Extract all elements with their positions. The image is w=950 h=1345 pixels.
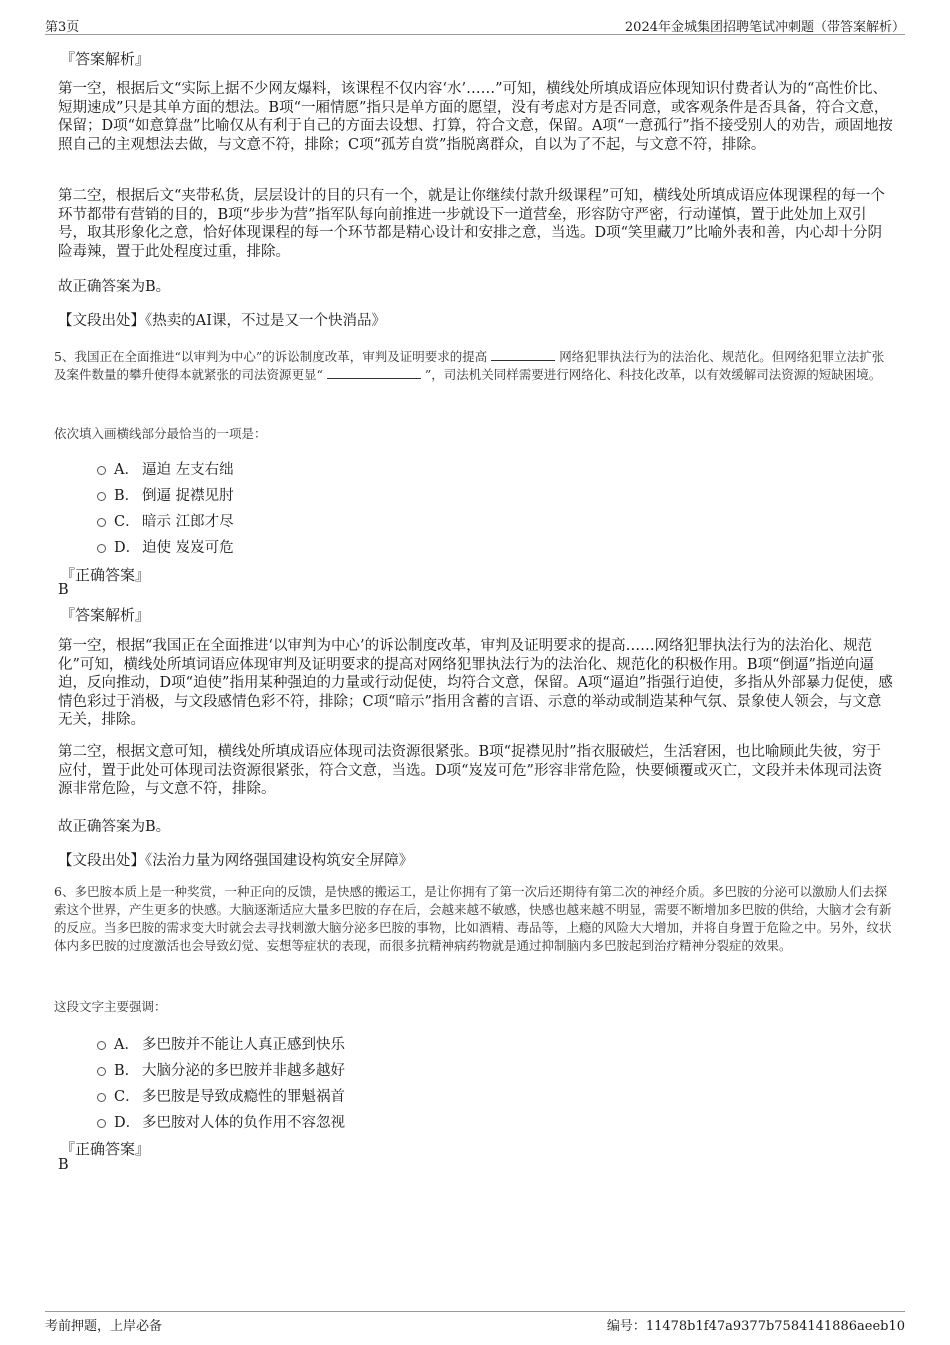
q6-option-b[interactable]: B． 大脑分泌的多巴胺并非越多越好 [97,1059,345,1079]
radio-icon[interactable] [97,1093,106,1102]
radio-icon[interactable] [97,492,106,501]
q5-analysis-para1: 第一空，根据“我国正在全面推进‘以审判为中心’的诉讼制度改革，审判及证明要求的提高……网络犯罪执法行为的法治化、规范化”可知，横线处所填词语应体现审判及证明要求的提高对网络犯罪执法行为的法治化、规范化的积极作用。B项“倒逼”指逆向逼迫，反向推动，D项“迫使”指用某种强迫的力量或行动促使，均符合文意，保留。A项“逼迫”指强行迫使，多指从外部暴力促使，感情色彩过于消极，与文段感情色彩不符，排除；C项“暗示”指用含蓄的言语、示意的举动或制造某种气氛、景象使人领会，与文意无关，排除。 [58,638,893,728]
q6-ask: 这段文字主要强调： [54,999,167,1014]
q5-stem-part-b: 网络犯罪执法行为的法治化、规范化。但网络犯罪立法扩张及案件数量的攀升使得本就紧张的司法资源更显“ [54,349,885,382]
q5-analysis-para2: 第二空，根据文意可知，横线处所填成语应体现司法资源很紧张。B项“捉襟见肘”指衣服破烂，生活窘困，也比喻顾此失彼，穷于应付，置于此处可体现司法资源很紧张，符合文意，当选。D项“岌岌可危”形容非常危险，快要倾覆或灭亡，文段并未体现司法资源非常危险，与文意不符，排除。 [58,744,882,797]
page-number: 第3页 [45,20,80,35]
q6-option-c[interactable]: C． 多巴胺是导致成瘾性的罪魁祸首 [97,1085,345,1105]
q4-analysis-para2: 第二空，根据后文“夹带私货，层层设计的目的只有一个，就是让你继续付款升级课程”可知，横线处所填成语应体现课程的每一个环节都带有营销的目的，B项“步步为营”指军队每向前推进一步就设下一道营垒，形容防守严密，行动谨慎，置于此处加上双引号，取其形象化之意，恰好体现课程的每一个环节都是精心设计和安排之意，当选。D项“笑里藏刀”比喻外表和善，内心却十分阴险毒辣，置于此处程度过重，排除。 [58,188,885,260]
radio-icon[interactable] [97,518,106,527]
q5-answer-tag: 『正确答案』 [60,566,151,584]
q5-blank-2 [327,366,421,379]
q4-conclusion: 故正确答案为B。 [58,279,171,295]
q6-option-d[interactable]: D． 多巴胺对人体的负作用不容忽视 [97,1111,345,1131]
q6-stem: 6、多巴胺本质上是一种奖赏，一种正向的反馈，是快感的搬运工，是让你拥有了第一次后还期待有第二次的神经介质。多巴胺的分泌可以激励人们去探索这个世界，产生更多的快感。大脑逐渐适应大量多巴胺的存在后，会越来越不敏感，快感也越来越不明显，需要不断增加多巴胺的供给，大脑才会有新的反应。当多巴胺的需求变大时就会去寻找刺激大脑分泌多巴胺的事物，比如酒精、毒品等，上瘾的风险大大增加，并将自身置于危险之中。另外，纹状体内多巴胺的过度激活也会导致幻觉、妄想等症状的表现，而很多抗精神病药物就是通过抑制脑内多巴胺起到治疗精神分裂症的效果。 [54,884,892,953]
q6-option-a[interactable]: A． 多巴胺并不能让人真正感到快乐 [97,1033,345,1053]
q5-stem-part-c: ”，司法机关同样需要进行网络化、科技化改革，以有效缓解司法资源的短缺困境。 [424,367,882,382]
page-footer [45,1311,905,1334]
radio-icon[interactable] [97,1119,106,1128]
q5-stem [54,348,896,384]
radio-icon[interactable] [97,1041,106,1050]
page-header [45,14,905,35]
q5-option-d[interactable]: D． 迫使 岌岌可危 [97,536,234,556]
footer-slogan: 考前押题，上岸必备 [45,1319,163,1334]
q6-answer-tag: 『正确答案』 [60,1140,151,1158]
radio-icon[interactable] [97,466,106,475]
q5-conclusion: 故正确答案为B。 [58,819,171,835]
q5-ask: 依次填入画横线部分最恰当的一项是： [54,426,267,441]
q4-analysis-tag: 『答案解析』 [60,50,151,68]
q4-source: 【文段出处】《热卖的AI课，不过是又一个快消品》 [58,313,386,329]
q5-answer: B [58,582,69,598]
q5-stem-part-a: 5、我国正在全面推进“以审判为中心”的诉讼制度改革，审判及证明要求的提高 [54,349,488,364]
q5-option-c[interactable]: C． 暗示 江郎才尽 [97,510,234,530]
q4-analysis-para1: 第一空，根据后文“实际上据不少网友爆料，该课程不仅内容‘水’……”可知，横线处所填成语应体现知识付费者认为的“高性价比、短期速成”只是其单方面的想法。B项“一厢情愿”指只是单方面的愿望，没有考虑对方是否同意，或客观条件是否具备，符合文意，保留；D项“如意算盘”比喻仅从有利于自己的方面去设想、打算，符合文意，保留。A项“一意孤行”指不接受别人的劝告，顽固地按照自己的主观想法去做，与文意不符，排除；C项“孤芳自赏”指脱离群众，自以为了不起，与文意不符，排除。 [58,81,893,153]
radio-icon[interactable] [97,1067,106,1076]
q5-option-a[interactable]: A． 逼迫 左支右绌 [97,458,234,478]
q5-source: 【文段出处】《法治力量为网络强国建设构筑安全屏障》 [58,853,414,869]
q5-analysis-tag: 『答案解析』 [60,606,151,624]
radio-icon[interactable] [97,544,106,553]
footer-code: 编号：11478b1f47a9377b7584141886aeeb10 [606,1319,905,1334]
q5-option-b[interactable]: B． 倒逼 捉襟见肘 [97,484,234,504]
document-title: 2024年金城集团招聘笔试冲刺题（带答案解析） [624,20,905,35]
q5-blank-1 [491,348,555,361]
q6-answer: B [58,1157,69,1173]
